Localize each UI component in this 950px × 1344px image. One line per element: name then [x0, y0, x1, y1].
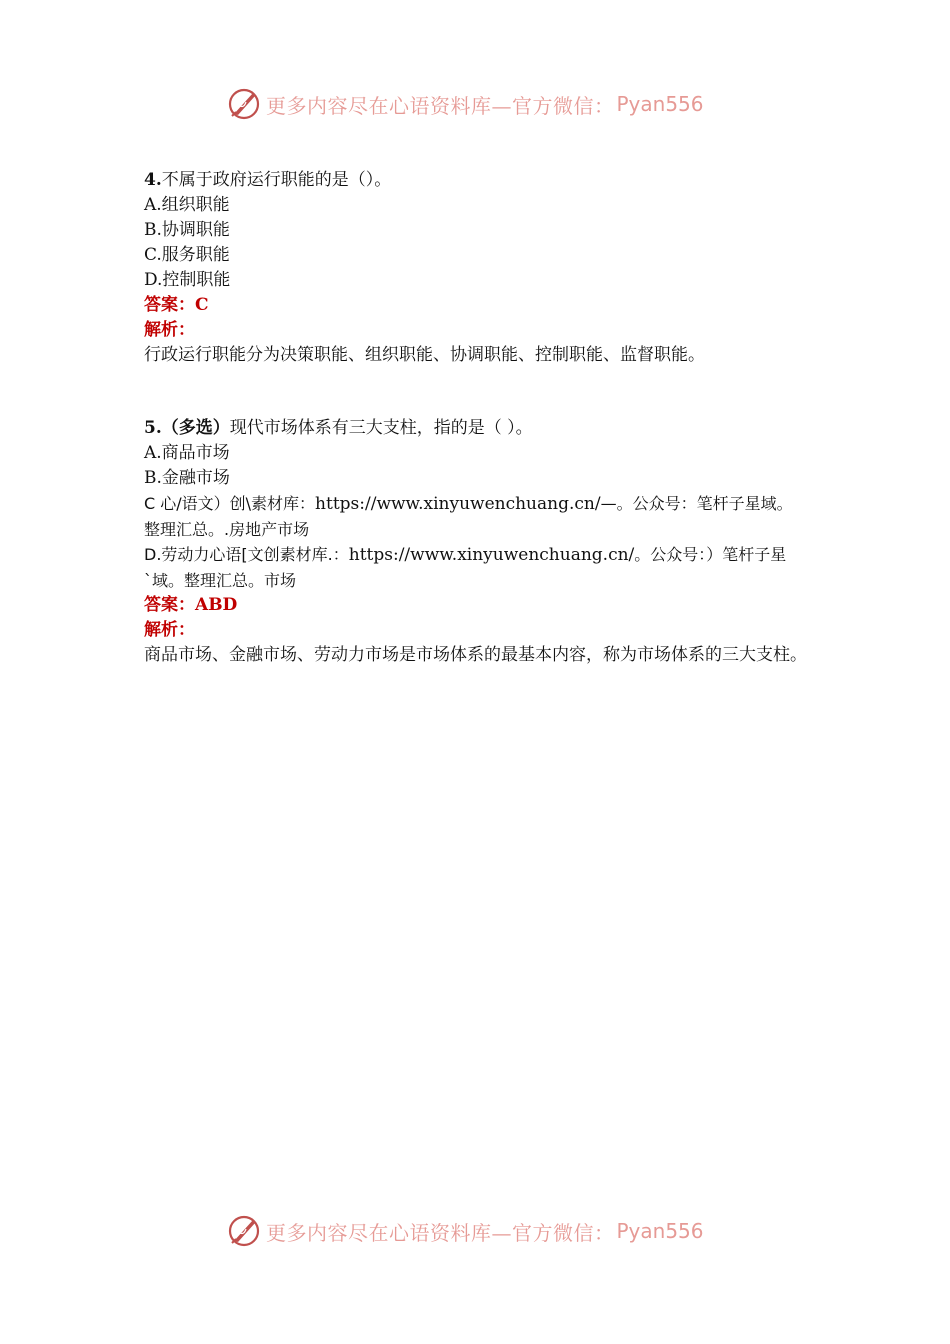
question-text: 现代市场体系有三大支柱，指的是（ ）。	[229, 418, 533, 438]
footer-watermark	[226, 1211, 704, 1251]
option-c: C.服务职能	[144, 245, 230, 265]
option-c-suffix: —。公众号：笔杆子星域。	[600, 494, 793, 513]
question-4	[144, 168, 814, 368]
option-c-url: https://www.xinyuwenchuang.cn/	[315, 494, 601, 514]
option-b: B.协调职能	[144, 220, 230, 240]
option-b: B.金融市场	[144, 468, 230, 488]
quill-logo-icon	[226, 86, 262, 122]
analysis-label: 解析：	[144, 320, 195, 340]
option-d-suffix: 。公众号：）笔杆子星	[634, 545, 787, 564]
question-5	[144, 416, 814, 668]
document-content	[144, 168, 814, 716]
question-number: 5.	[144, 418, 162, 438]
analysis-label: 解析：	[144, 620, 195, 640]
option-d: D.控制职能	[144, 270, 231, 290]
option-a: A.组织职能	[144, 195, 230, 215]
header-watermark	[226, 84, 704, 124]
option-a: A.商品市场	[144, 443, 230, 463]
analysis-text: 行政运行职能分为决策职能、组织职能、协调职能、控制职能、监督职能。	[144, 345, 705, 365]
question-number: 4.	[144, 170, 162, 190]
option-d-url: https://www.xinyuwenchuang.cn/	[348, 545, 635, 565]
option-d	[144, 542, 814, 568]
watermark-text: 更多内容尽在心语资料库—官方微信：	[266, 1220, 615, 1245]
watermark-handle: Pyan556	[616, 92, 704, 116]
answer-label: 答案：C	[144, 295, 209, 315]
option-c	[144, 491, 814, 517]
option-c-continued: 整理汇总。.房地产市场	[144, 520, 310, 539]
answer-label: 答案：ABD	[144, 595, 238, 615]
watermark-text: 更多内容尽在心语资料库—官方微信：	[266, 93, 615, 118]
analysis-text: 商品市场、金融市场、劳动力市场是市场体系的最基本内容，称为市场体系的三大支柱。	[144, 645, 807, 665]
watermark-handle: Pyan556	[616, 1219, 704, 1243]
quill-logo-icon	[226, 1213, 262, 1249]
question-stem	[144, 168, 814, 193]
option-c-prefix: C 心/语文）创\素材库：	[144, 494, 316, 513]
question-text: 不属于政府运行职能的是（）。	[161, 170, 392, 190]
option-d-continued: `域。整理汇总。市场	[144, 571, 297, 590]
question-type-tag: （多选）	[161, 418, 230, 438]
question-stem	[144, 416, 814, 441]
option-d-prefix: D.劳动力心语[文创素材库.：	[144, 545, 349, 564]
